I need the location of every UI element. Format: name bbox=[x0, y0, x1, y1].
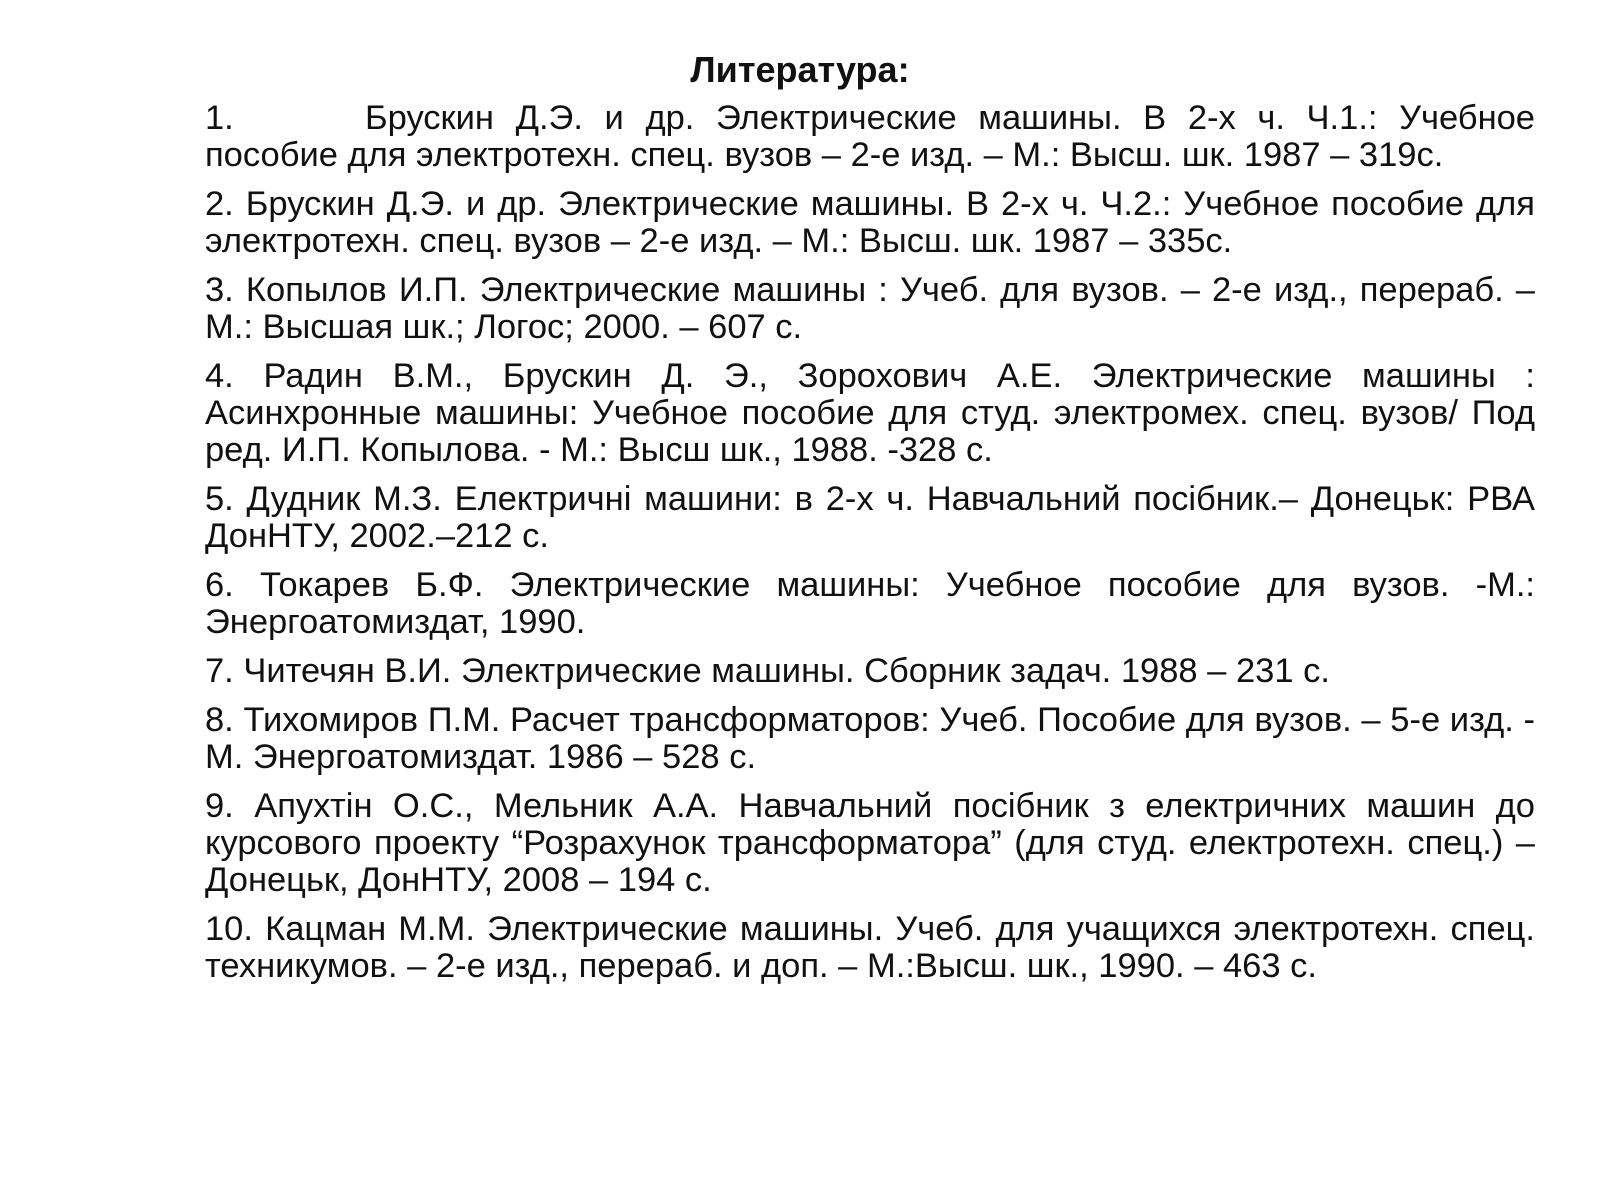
reference-item-1 bbox=[205, 100, 1535, 174]
reference-number: 3. bbox=[205, 271, 234, 309]
reference-text: Токарев Б.Ф. Электрические машины: Учебное пособие для вузов. -М.: Энергоатомиздат, 1990. bbox=[205, 566, 1535, 641]
page-title: Литература: bbox=[690, 49, 910, 90]
reference-number: 5. bbox=[205, 480, 234, 518]
reference-number: 2. bbox=[205, 185, 234, 223]
reference-number: 9. bbox=[205, 787, 234, 825]
reference-item-10 bbox=[205, 911, 1535, 985]
reference-number: 6. bbox=[205, 566, 234, 604]
reference-item-2 bbox=[205, 186, 1535, 260]
reference-number: 10. bbox=[205, 910, 253, 948]
reference-text: Радин В.М., Брускин Д. Э., Зорохович А.Е. Электрические машины : Асинхронные машины: Учебное пособие для студ. электромех. спец. вузов/ Под ред. И.П. Копылова. - М.: Высш шк., 1988. -328 с. bbox=[205, 357, 1535, 469]
reference-item-3 bbox=[205, 272, 1535, 346]
reference-number: 7. bbox=[205, 652, 234, 690]
reference-text: Брускин Д.Э. и др. Электрические машины. В 2-х ч. Ч.2.: Учебное пособие для электротехн. спец. вузов – 2-е изд. – М.: Высш. шк. 1987 – 335с. bbox=[205, 185, 1535, 260]
reference-item-4 bbox=[205, 358, 1535, 469]
reference-text: Копылов И.П. Электрические машины : Учеб. для вузов. – 2-е изд., перераб. – М.: Высшая шк.; Логос; 2000. – 607 с. bbox=[205, 271, 1535, 346]
reference-text: Читечян В.И. Электрические машины. Сборник задач. 1988 – 231 с. bbox=[243, 652, 1330, 690]
reference-text: Апухтін О.С., Мельник А.А. Навчальний посібник з електричних машин до курсового проекту “Розрахунок трансформатора” (для студ. електротехн. спец.) – Донецьк, ДонНТУ, 2008 – 194 с. bbox=[205, 787, 1535, 899]
reference-item-5 bbox=[205, 481, 1535, 555]
reference-text: Тихомиров П.М. Расчет трансформаторов: Учеб. Пособие для вузов. – 5-е изд. - М. Энергоатомиздат. 1986 – 528 с. bbox=[205, 701, 1535, 776]
reference-item-6 bbox=[205, 567, 1535, 641]
reference-list bbox=[205, 100, 1535, 997]
reference-text: Дудник М.З. Електричні машини: в 2-х ч. Навчальний посібник.– Донецьк: РВА ДонНТУ, 2002.–212 с. bbox=[205, 480, 1535, 555]
reference-text: Кацман М.М. Электрические машины. Учеб. для учащихся электротехн. спец. техникумов. – 2-е изд., перераб. и доп. – М.:Высш. шк., 1990. – 463 с. bbox=[205, 910, 1535, 985]
reference-number: 1. bbox=[205, 99, 234, 137]
reference-number: 8. bbox=[205, 701, 234, 739]
reference-item-7 bbox=[205, 653, 1535, 690]
reference-item-9 bbox=[205, 788, 1535, 899]
reference-text: Брускин Д.Э. и др. Электрические машины. В 2-х ч. Ч.1.: Учебное пособие для электротехн. спец. вузов – 2-е изд. – М.: Высш. шк. 1987 – 319с. bbox=[205, 99, 1535, 174]
reference-number: 4. bbox=[205, 357, 234, 395]
reference-item-8 bbox=[205, 702, 1535, 776]
